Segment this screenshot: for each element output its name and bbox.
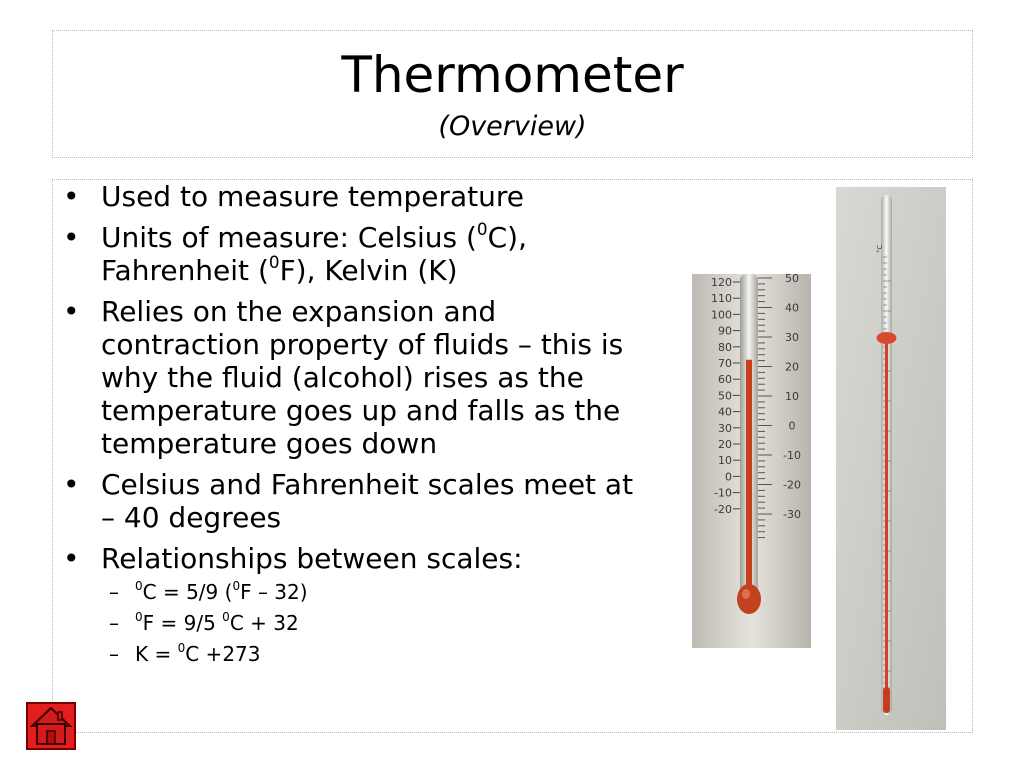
celsius-tick-label: 40 [785, 301, 799, 315]
fahrenheit-tick-label: -10 [714, 486, 732, 500]
celsius-tick-label: -20 [783, 478, 801, 492]
fahrenheit-tick-label: 40 [718, 405, 732, 419]
degree-superscript: 0 [135, 579, 143, 594]
bullet-item [61, 295, 651, 460]
home-button[interactable] [26, 702, 76, 750]
bullet-glyph: • [63, 180, 80, 213]
fahrenheit-tick-label: 30 [718, 421, 732, 435]
fahrenheit-tick-label: 60 [718, 373, 732, 387]
bullet-text: F), Kelvin (K) [279, 254, 458, 287]
lab-fluid-column [885, 337, 888, 697]
bulb-highlight [742, 589, 750, 599]
formula-item [101, 639, 651, 670]
fahrenheit-tick-label: 110 [711, 292, 732, 306]
formula-text: F = 9/5 [142, 611, 223, 635]
formula-list [101, 577, 651, 670]
formula-text: C = 5/9 ( [142, 580, 233, 604]
fahrenheit-tick-label: 120 [711, 276, 732, 289]
formula-text: C + 32 [229, 611, 299, 635]
dash-glyph: – [109, 642, 119, 666]
celsius-tick-label: 10 [785, 390, 799, 403]
bullet-text: C), Fahrenheit ( [101, 221, 527, 287]
bullet-text: Relationships between scales: [101, 542, 523, 575]
fahrenheit-tick-label: 10 [718, 454, 732, 468]
thermometer-closeup-illustration [692, 274, 811, 648]
fahrenheit-tick-label: 20 [718, 438, 732, 451]
degree-superscript: 0 [222, 610, 230, 625]
bullet-text: Used to measure temperature [101, 180, 525, 213]
celsius-tick-label: 0 [788, 419, 796, 433]
formula-text: C +273 [185, 642, 261, 666]
dash-glyph: – [109, 580, 119, 604]
fahrenheit-tick-label: -20 [714, 502, 732, 516]
thermometer-bulb [737, 584, 761, 614]
bullet-text: Units of measure: Celsius ( [101, 221, 477, 254]
fahrenheit-tick-label: 50 [718, 389, 732, 403]
celsius-tick-label: -10 [783, 449, 801, 462]
bullet-item [61, 180, 651, 213]
fahrenheit-tick-label: 0 [725, 470, 732, 484]
thermometer-photo-closeup [692, 274, 811, 648]
bullet-item [61, 221, 651, 287]
bullet-list [61, 180, 651, 678]
celsius-tick-label: -30 [783, 508, 801, 521]
degree-superscript: 0 [268, 252, 280, 272]
degree-superscript: 0 [177, 641, 186, 656]
celsius-tick-label: 30 [785, 331, 799, 344]
bullet-item [61, 542, 651, 670]
celsius-tick-label: 20 [785, 360, 799, 374]
slide-subtitle: (Overview) [438, 111, 587, 142]
formula-text: F – 32) [240, 580, 308, 604]
degree-superscript: 0 [476, 219, 488, 239]
bullet-glyph: • [63, 468, 80, 501]
content-placeholder [52, 179, 973, 733]
bullet-glyph: • [63, 295, 80, 328]
lab-thermometer-illustration [836, 187, 946, 730]
immersion-ring [877, 332, 897, 344]
lab-bulb [883, 687, 890, 713]
degree-superscript: 0 [135, 610, 143, 625]
degree-superscript: 0 [232, 579, 241, 594]
dash-glyph: – [109, 611, 119, 635]
bullet-glyph: • [63, 221, 80, 254]
bullet-text: Celsius and Fahrenheit scales meet at – 40 degrees [101, 468, 634, 534]
title-placeholder [52, 30, 973, 158]
fahrenheit-tick-label: 80 [718, 340, 732, 354]
slide-title: Thermometer [341, 46, 684, 104]
bullet-glyph: • [63, 542, 80, 575]
thermometer-photo-lab [836, 187, 946, 730]
bullet-text: Relies on the expansion and contraction property of fluids – this is why the fluid (alcohol) rises as the temperature goes up and falls as the temperature goes down [101, 295, 624, 460]
home-icon [28, 704, 74, 748]
fahrenheit-tick-label: 90 [718, 324, 732, 338]
celsius-tick-label: 50 [785, 274, 799, 285]
fahrenheit-tick-label: 100 [711, 308, 732, 322]
lab-scale-unit: °C [876, 244, 884, 253]
formula-item [101, 608, 651, 639]
formula-text: K = [135, 642, 178, 666]
fahrenheit-tick-label: 70 [718, 357, 732, 370]
bullet-item [61, 468, 651, 534]
formula-item [101, 577, 651, 608]
alcohol-column [746, 360, 752, 592]
